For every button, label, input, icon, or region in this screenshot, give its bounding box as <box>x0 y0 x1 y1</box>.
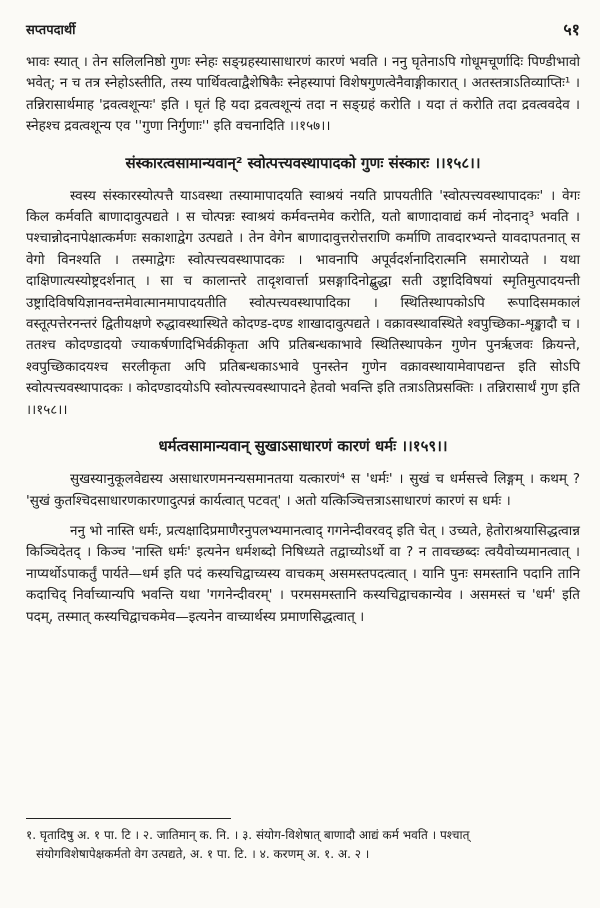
sutra-159: धर्मत्वसामान्यवान् सुखाऽसाधारणं कारणं धर्मः ।।१५९।। <box>158 437 448 456</box>
footnote-line: संयोगविशेषापेक्षकर्मतो वेग उत्पद्यते, अ. १ पा. टि. । ४. करणम् अ. १. अ. २ । <box>36 847 370 861</box>
commentary-paragraph-159: सुखस्यानुकूलवेद्यस्य असाधारणमनन्यसमानतया यत्कारणं⁴ स 'धर्मः' । सुखं च धर्मसत्त्वे लिङ्गम् । कथम् ? 'सुखं कुतश्चिदसाधारणकारणादुत्पन्नं कार्यत्वात् पटवत्' । अतो यत्किञ्चित्तत्राऽसाधारणं कारणं स धर्मः । <box>26 471 580 509</box>
page-number: ५१ <box>563 20 580 39</box>
footnote-rule <box>26 818 231 819</box>
running-header <box>26 20 580 42</box>
footnotes <box>26 826 580 864</box>
footnote-line: १. घृतादिषु अ. १ पा. टि । २. जातिमान् क. नि. । ३. संयोग-विशेषात् बाणादौ आद्यं कर्म भवति । पश्चात् <box>26 828 470 842</box>
sutra-158: संस्कारत्वसामान्यवान्² स्वोत्पत्त्यवस्थापादको गुणः संस्कारः ।।१५८।। <box>125 153 481 172</box>
commentary-paragraph-158: स्वस्य संस्कारस्योत्पत्तै याऽवस्था तस्यामापादयति स्वाश्रयं नयति प्रापयतीति 'स्वोत्पत्त्यवस्थापादकः' । वेगः किल कर्मवति बाणादावुत्पद्यते । स चोत्पन्नः स्वाश्रयं कर्मवन्तमेव करोति, यतो बाणादावाद्यं कर्म नोदनाद्³ भवति । पश्चान्नोदनापेक्षात्कर्मणः सकाशाद्वेग उत्पद्यते । तेन वेगेन बाणादावुत्तरोत्तराणि कर्माणि तावदारभ्यन्ते यावदापतनात् स वेगो विनश्यति । तस्माद्वेगः स्वोत्पत्त्यवस्थापादकः । भावनापि अपूर्वदर्शनादिरात्मनि समारोप्यते । यथा दाक्षिणात्यस्योष्ट्रदर्शनात् । सा च कालान्तरे तादृशवार्त्ता प्रसङ्गादिनोद्बुद्धा सती उष्ट्रादिविषयां स्मृतिमुत्पादयन्ती उष्ट्रादिविषयिज्ञानवन्तमेवात्मानमापादयतीति स्वोत्पत्त्यवस्थापादिका । स्थितिस्थापकोऽपि रूपादिसमकालं वस्तूत्पत्तेरनन्तरं द्वितीयक्षणे रुद्धावस्थास्थिते कोदण्ड-दण्ड शाखादावुत्पद्यते । वक्रावस्थावस्थिते श्वपुच्छिका-शृङ्खादौ च । ततश्च कोदण्डादयो ज्याकर्षणादिभिर्वक्रीकृता अपि प्रतिबन्धकाभावे स्थितिस्थापकेन गुणेन पुनर्ऋजवः क्रियन्ते, श्वपुच्छिकादयश्च सरलीकृता अपि प्रतिबन्धकाऽभावे पुनस्तेन गुणेन वक्रावस्थायामेवापद्यन्त इति सोऽपि स्वोत्पत्त्यवस्थापादकः । कोदण्डादयोऽपि स्वोत्पत्त्यवस्थापादने हेतवो भवन्ति इति तत्राऽतिप्रसक्तिः । तन्निरासार्थं गुण इति ।।१५८।। <box>26 187 580 418</box>
running-title: सप्तपदार्थी <box>26 23 76 38</box>
commentary-paragraph-157: भावः स्यात् । तेन सलिलनिष्ठो गुणः स्नेहः सङ्ग्रहस्यासाधारणं कारणं भवति । ननु घृतेनाऽपि गोधूमचूर्णादिः पिण्डीभावो भवेत्; न च तत्र स्नेहोऽस्तीति, तस्य पार्थिवत्वाद्वैशेषिकैः स्नेहस्यापां विशेषगुणत्वेनैवाङ्गीकारात् । अतस्तत्राऽतिव्याप्तिः¹ । तन्निरासार्थमाह 'द्रवत्वशून्यः' इति । घृतं हि यदा द्रवत्वशून्यं तदा न सङ्ग्रहं करोति । यदा तं करोति तदा द्रवत्ववदेव । स्नेहश्च द्रवत्वशून्य एव ''गुणा निर्गुणाः'' इति वचनादिति ।।१५७।। <box>26 54 580 135</box>
main-text <box>26 52 580 628</box>
commentary-paragraph-159b: ननु भो नास्ति धर्मः, प्रत्यक्षादिप्रमाणैरनुपलभ्यमानत्वाद् गगनेन्दीवरवद् इति चेत् । उच्यते, हेतोराश्रयासिद्धत्वान्न किञ्चिदेतद् । किञ्च 'नास्ति धर्मः' इत्यनेन धर्मशब्दो निषिध्यते तद्वाच्योऽर्थो वा ? न तावच्छब्दः त्वयैवोच्यमानत्वात् । नाप्यर्थोऽपाकर्तुं पार्यते—धर्म इति पदं कस्यचिद्वाच्यस्य वाचकम् असमस्तपदत्वात् । यानि पुनः समस्तानि पदानि तानि कदाचिद् निर्वाच्यान्यपि भवन्ति यथा 'गगनेन्दीवरम्' । परमसमस्तानि कस्यचिद्वाचकान्येव । असमस्तं च 'धर्म' इति पदम्, तस्मात् कस्यचिद्वाचकमेव—इत्यनेन वाच्यार्थस्य प्रमाणसिद्धत्वात् । <box>26 522 580 625</box>
